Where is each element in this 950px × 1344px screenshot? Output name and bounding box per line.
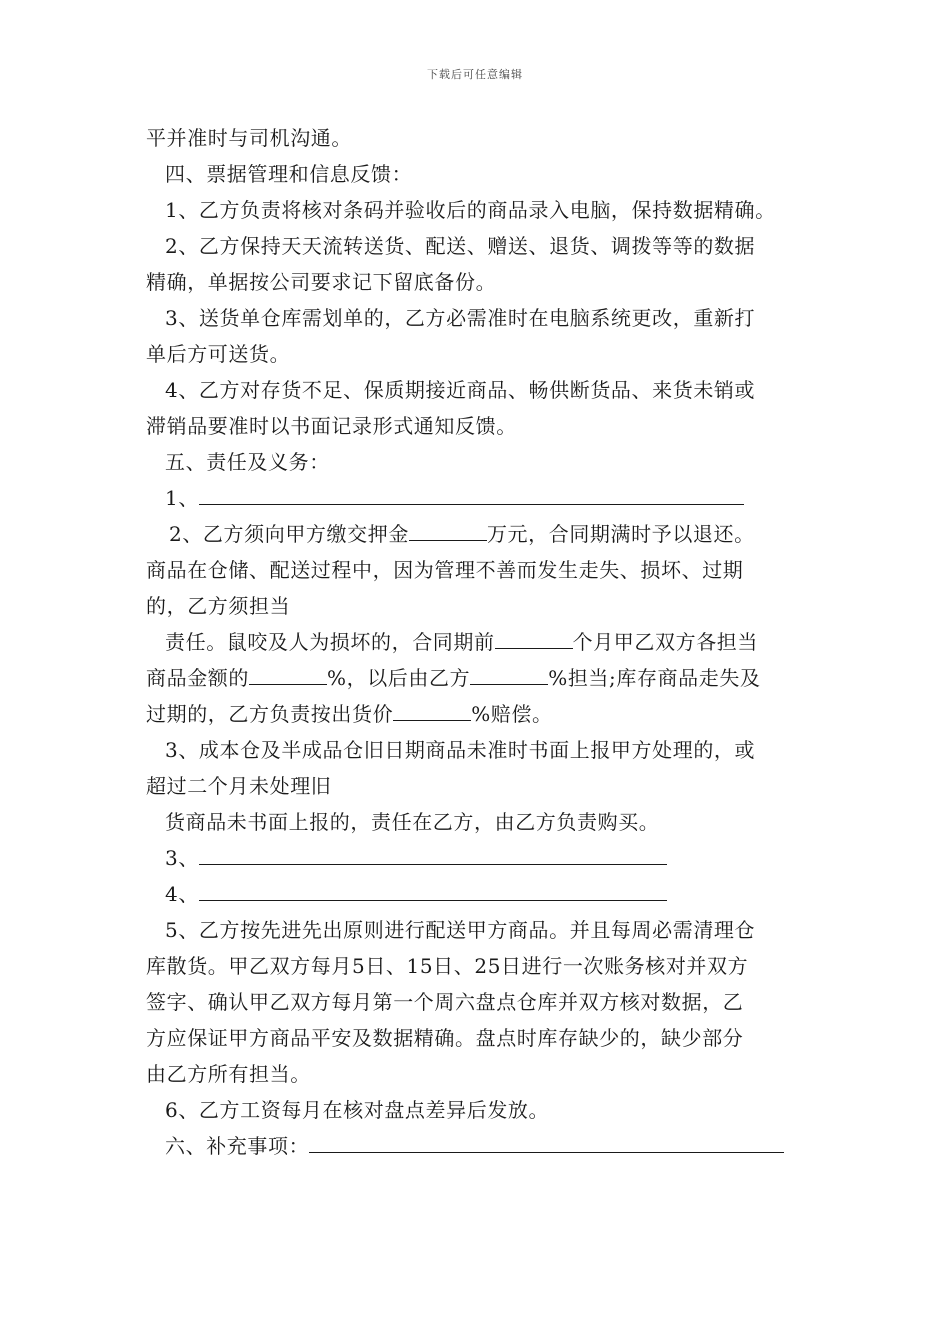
text-line-deposit — [146, 516, 816, 552]
blank-field-months[interactable] — [495, 624, 573, 649]
text-segment: 2、乙方须向甲方缴交押金 — [169, 522, 409, 546]
item-number: 4、 — [165, 882, 199, 906]
text-segment: %赔偿。 — [471, 702, 553, 726]
text-line: 4、乙方对存货不足、保质期接近商品、畅供断货品、来货未销或 — [165, 378, 756, 402]
text-line: 2、乙方保持天天流转送货、配送、赠送、退货、调拨等等的数据 — [165, 234, 756, 258]
text-segment: 个月甲乙双方各担当 — [572, 630, 759, 654]
page-header-note: 下载后可任意编辑 — [427, 68, 523, 81]
text-line: 平并准时与司机沟通。 — [146, 126, 352, 150]
fill-line-3 — [146, 840, 816, 876]
text-segment: 过期的，乙方负责按出货价 — [146, 702, 394, 726]
text-line-months — [146, 624, 816, 660]
document-body — [146, 120, 816, 1164]
text-line: 的，乙方须担当 — [146, 594, 291, 618]
blank-field[interactable] — [199, 876, 667, 901]
text-line: 签字、确认甲乙双方每月第一个周六盘点仓库并双方核对数据，乙 — [146, 990, 744, 1014]
text-line: 3、成本仓及半成品仓旧日期商品未准时书面上报甲方处理的，或 — [165, 738, 756, 762]
text-line: 1、乙方负责将核对条码并验收后的商品录入电脑，保持数据精确。 — [165, 198, 776, 222]
text-line: 3、送货单仓库需划单的，乙方必需准时在电脑系统更改，重新打 — [165, 306, 756, 330]
text-line: 6、乙方工资每月在核对盘点差异后发放。 — [165, 1098, 550, 1122]
text-line-percent — [146, 660, 816, 696]
text-segment: 万元，合同期满时予以退还。 — [486, 522, 755, 546]
text-line-compensation — [146, 696, 816, 732]
fill-line-4 — [146, 876, 816, 912]
text-line: 精确，单据按公司要求记下留底备份。 — [146, 270, 497, 294]
text-line: 滞销品要准时以书面记录形式通知反馈。 — [146, 414, 517, 438]
text-segment: 责任。鼠咬及人为损坏的，合同期前 — [165, 630, 495, 654]
text-line: 超过二个月未处理旧 — [146, 774, 332, 798]
text-line: 由乙方所有担当。 — [146, 1062, 311, 1086]
text-segment: 商品金额的 — [146, 666, 249, 690]
section-heading-5: 五、责任及义务： — [165, 450, 330, 474]
blank-field-percent-1[interactable] — [249, 660, 327, 685]
text-line: 货商品未书面上报的，责任在乙方，由乙方负责购买。 — [165, 810, 660, 834]
text-segment: %，以后由乙方 — [327, 666, 471, 690]
blank-field-percent-2[interactable] — [470, 660, 548, 685]
blank-field-deposit[interactable] — [409, 516, 487, 541]
item-number: 3、 — [165, 846, 199, 870]
text-line: 单后方可送货。 — [146, 342, 291, 366]
text-line: 商品在仓储、配送过程中，因为管理不善而发生走失、损坏、过期 — [146, 558, 744, 582]
text-line: 方应保证甲方商品平安及数据精确。盘点时库存缺少的，缺少部分 — [146, 1026, 744, 1050]
text-segment: %担当;库存商品走失及 — [548, 666, 761, 690]
blank-field-supplement[interactable] — [309, 1128, 784, 1153]
text-line: 5、乙方按先进先出原则进行配送甲方商品。并且每周必需清理仓 — [165, 918, 756, 942]
section-heading-6 — [146, 1128, 816, 1164]
blank-field-percent-3[interactable] — [393, 696, 471, 721]
blank-field[interactable] — [199, 480, 744, 505]
section-heading-4: 四、票据管理和信息反馈： — [165, 162, 413, 186]
item-number: 1、 — [165, 486, 199, 510]
text-line: 库散货。甲乙双方每月5日、15日、25日进行一次账务核对并双方 — [146, 954, 749, 978]
fill-line-1 — [146, 480, 816, 516]
section-heading-label: 六、补充事项： — [165, 1134, 310, 1158]
blank-field[interactable] — [199, 840, 667, 865]
